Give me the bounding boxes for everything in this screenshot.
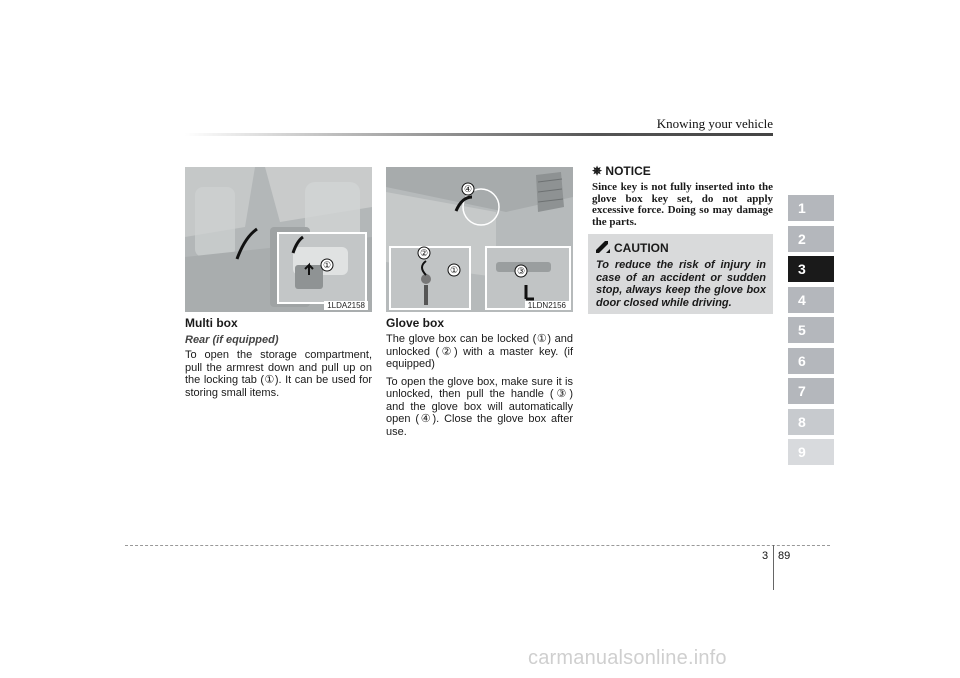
multi-box-figure-code: 1LDA2158 xyxy=(324,301,368,310)
glove-box-callout-1: ① xyxy=(449,265,459,275)
chapter-tab-6[interactable]: 6 xyxy=(788,348,834,374)
glove-box-callout-4: ④ xyxy=(463,184,473,194)
multi-box-title: Multi box xyxy=(185,316,238,330)
chapter-tab-4[interactable]: 4 xyxy=(788,287,834,313)
caution-text: To reduce the risk of injury in case of an accident or sudden stop, always keep the glove box door closed while driving. xyxy=(596,259,766,309)
glove-box-title: Glove box xyxy=(386,316,445,330)
notice-icon: ✵ xyxy=(592,164,603,178)
caution-icon xyxy=(596,241,610,253)
multi-box-text: To open the storage compartment, pull the armrest down and pull up on the locking tab (①). It can be used for storing small items. xyxy=(185,349,372,399)
notice-text: Since key is not fully inserted into the glove box key set, do not apply excessive force. Doing so may damage the parts. xyxy=(592,181,773,228)
glove-box-section xyxy=(386,316,573,443)
chapter-tab-2[interactable]: 2 xyxy=(788,226,834,252)
chapter-tab-9[interactable]: 9 xyxy=(788,439,834,465)
glove-box-illustration xyxy=(386,167,573,312)
multi-box-figure xyxy=(185,167,372,312)
multi-box-callout-1: ① xyxy=(322,260,332,270)
glove-box-figure-code: 1LDN2156 xyxy=(525,301,569,310)
chapter-tab-1[interactable]: 1 xyxy=(788,195,834,221)
notice-heading xyxy=(592,164,651,178)
footer-divider xyxy=(773,545,774,590)
caution-box xyxy=(588,234,773,314)
multi-box-section xyxy=(185,316,372,404)
glove-box-callout-3: ③ xyxy=(516,266,526,276)
caution-title: CAUTION xyxy=(614,241,669,255)
section-header-title: Knowing your vehicle xyxy=(656,116,773,131)
header-rule xyxy=(185,133,773,136)
glove-box-figure xyxy=(386,167,573,312)
multi-box-subtitle: Rear (if equipped) xyxy=(185,334,279,346)
chapter-tab-7[interactable]: 7 xyxy=(788,378,834,404)
caution-heading xyxy=(596,241,669,255)
chapter-tab-8[interactable]: 8 xyxy=(788,409,834,435)
footer-page-number: 89 xyxy=(778,550,791,562)
multi-box-illustration xyxy=(185,167,372,312)
notice-title: NOTICE xyxy=(605,164,651,178)
footer-chapter-number: 3 xyxy=(762,550,769,562)
glove-box-text-2: To open the glove box, make sure it is unlocked, then pull the handle (③) and the glove box will automatically open (④). Close the glove box after use. xyxy=(386,375,573,438)
watermark: carmanualsonline.info xyxy=(528,647,727,669)
glove-box-callout-2: ② xyxy=(419,248,429,258)
chapter-tab-5[interactable]: 5 xyxy=(788,317,834,343)
footer-rule xyxy=(125,545,830,546)
glove-box-text-1: The glove box can be locked (①) and unlocked (②) with a master key. (if equipped) xyxy=(386,333,573,370)
chapter-tab-3[interactable]: 3 xyxy=(788,256,834,282)
